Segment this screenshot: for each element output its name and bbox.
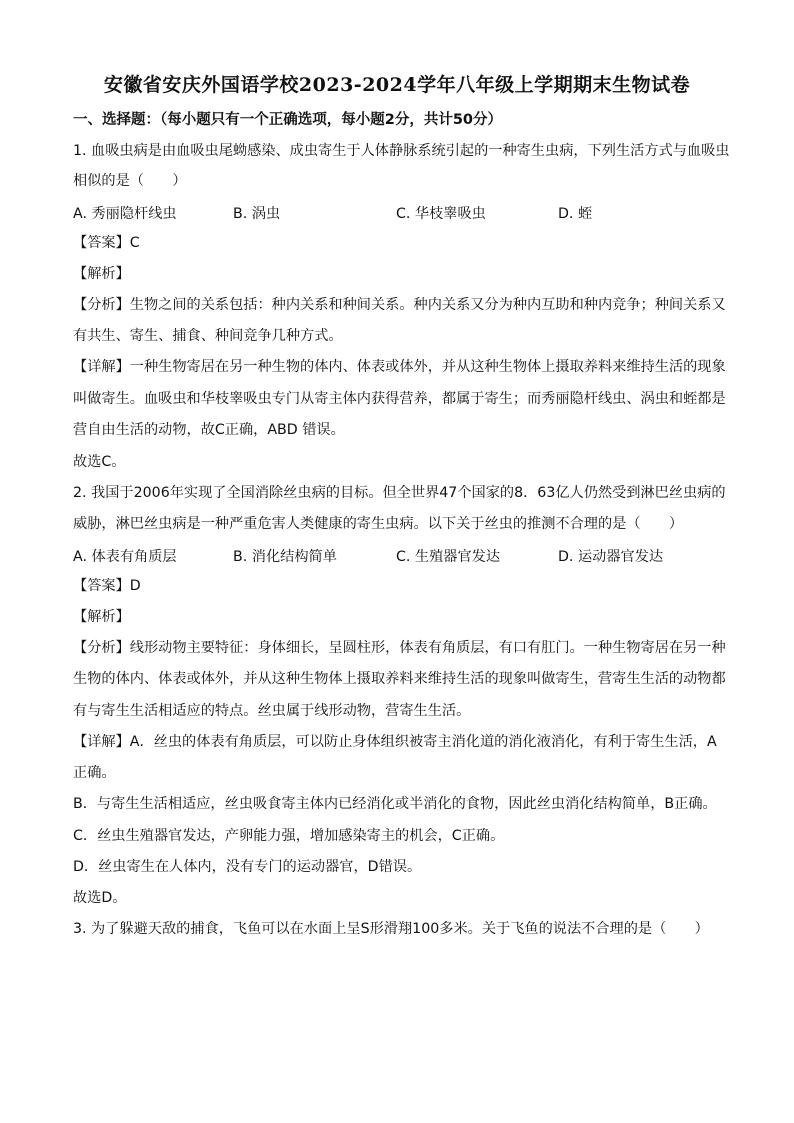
section-heading: 一、选择题：（每小题只有一个正确选项，每小题2分，共计50分）	[73, 112, 503, 128]
q1-jiexi-label: 【解析】	[73, 266, 130, 282]
q2-option-c: C. 生殖器官发达	[396, 549, 501, 565]
q1-answer: 【答案】C	[73, 235, 140, 251]
q2-detail-line-1: 【详解】A．丝虫的体表有角质层，可以防止身体组织被寄主消化道的消化液消化，有利于寄生生活，A	[73, 734, 717, 750]
q2-analysis-line-1: 【分析】线形动物主要特征：身体细长，呈圆柱形，体表有角质层，有口有肛门。一种生物寄居在另一种	[73, 640, 726, 656]
q1-stem-line-2: 相似的是（ ）	[73, 173, 187, 189]
q1-detail-line-3: 营自由生活的动物，故C正确，ABD 错误。	[73, 422, 345, 438]
q1-option-a: A. 秀丽隐杆线虫	[73, 206, 177, 222]
q2-detail-d: D．丝虫寄生在人体内，没有专门的运动器官，D错误。	[73, 859, 422, 875]
q2-stem-line-2: 威胁，淋巴丝虫病是一种严重危害人类健康的寄生虫病。以下关于丝虫的推测不合理的是（ ）	[73, 516, 684, 532]
q2-analysis-line-3: 有与寄生生活相适应的特点。丝虫属于线形动物，营寄生生活。	[73, 703, 471, 719]
q2-stem-line-1: 2. 我国于2006年实现了全国消除丝虫病的目标。但全世界47个国家的8．63亿人仍然受到淋巴丝虫病的	[73, 485, 726, 501]
q2-option-d: D. 运动器官发达	[558, 549, 664, 565]
q1-analysis-line-2: 有共生、寄生、捕食、种间竞争几种方式。	[73, 328, 343, 344]
q1-detail-line-2: 叫做寄生。血吸虫和华枝睾吸虫专门从寄主体内获得营养，都属于寄生；而秀丽隐杆线虫、涡虫和蛭都是	[73, 391, 726, 407]
q2-detail-line-2: 正确。	[73, 765, 116, 781]
q2-option-a: A. 体表有角质层	[73, 549, 177, 565]
q1-option-d: D. 蛭	[558, 206, 593, 222]
page-title: 安徽省安庆外国语学校2023-2024学年八年级上学期期末生物试卷	[103, 74, 691, 96]
q1-option-c: C. 华枝睾吸虫	[396, 206, 486, 222]
q2-detail-c: C．丝虫生殖器官发达，产卵能力强，增加感染寄主的机会，C正确。	[73, 828, 505, 844]
q3-stem-line-1: 3. 为了躲避天敌的捕食，飞鱼可以在水面上呈S形滑翔100多米。关于飞鱼的说法不合理的是（ ）	[73, 921, 709, 937]
q2-answer: 【答案】D	[73, 578, 141, 594]
q1-option-b: B. 涡虫	[233, 206, 281, 222]
q1-detail-line-1: 【详解】一种生物寄居在另一种生物的体内、体表或体外，并从这种生物体上摄取养料来维持生活的现象	[73, 359, 726, 375]
q2-analysis-line-2: 生物的体内、体表或体外，并从这种生物体上摄取养料来维持生活的现象叫做寄生，营寄生生活的动物都	[73, 671, 726, 687]
q1-stem-line-1: 1. 血吸虫病是由血吸虫尾蚴感染、成虫寄生于人体静脉系统引起的一种寄生虫病，下列生活方式与血吸虫	[73, 143, 730, 159]
q2-option-b: B. 消化结构简单	[233, 549, 337, 565]
q1-conclusion: 故选C。	[73, 454, 126, 470]
q2-jiexi-label: 【解析】	[73, 609, 130, 625]
q2-conclusion: 故选D。	[73, 890, 127, 906]
q1-analysis-line-1: 【分析】生物之间的关系包括：种内关系和种间关系。种内关系又分为种内互助和种内竞争；种间关系又	[73, 297, 726, 313]
q2-detail-b: B．与寄生生活相适应，丝虫吸食寄主体内已经消化或半消化的食物，因此丝虫消化结构简单，B正确。	[73, 796, 717, 812]
